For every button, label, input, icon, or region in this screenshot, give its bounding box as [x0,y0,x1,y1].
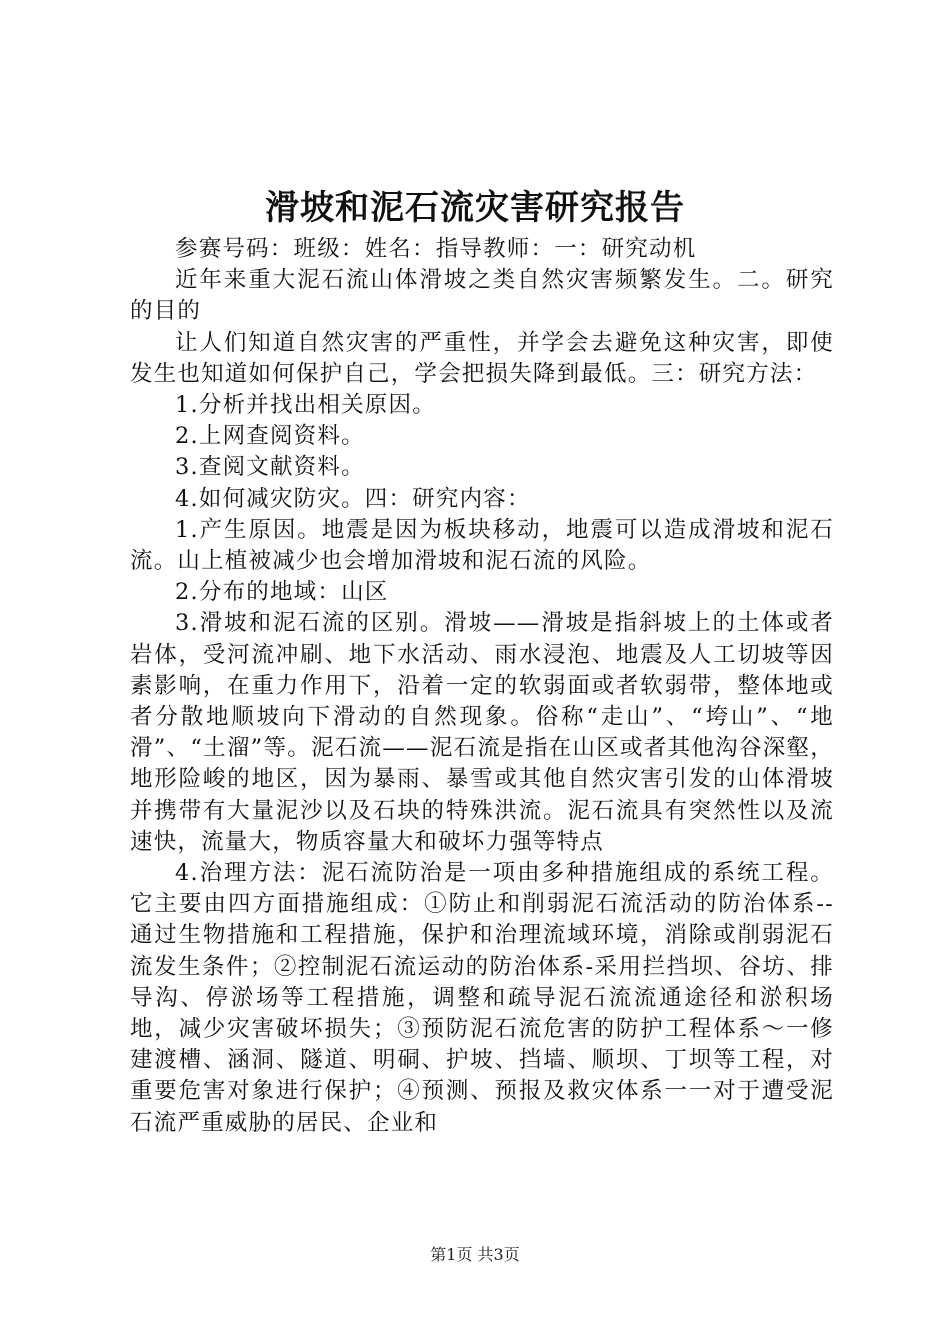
paragraph-method-1: 1.分析并找出相关原因。 [175,392,436,419]
paragraph-content-distribution: 2.分布的地域：山区 [175,579,389,606]
document-title: 滑坡和泥石流灾害研究报告 [265,188,685,228]
paragraph-content-difference: 3.滑坡和泥石流的区别。滑坡——滑坡是指斜坡上的土体或者岩体，受河流冲刷、地下水活动、雨水浸泡、地震及人工切坡等因素影响，在重力作用下，沿着一定的软弱面或者软弱带，整体地或者分散地顺坡向下滑动的自然现象。俗称“走山”、“垮山”、“地滑”、“土溜”等。泥石流——泥石流是指在山区或者其他沟谷深壑，地形险峻的地区，因为暴雨、暴雪或其他自然灾害引发的山体滑坡并携带有大量泥沙以及石块的特殊洪流。泥石流具有突然性以及流速快，流量大，物质容量大和破坏力强等特点 [130,610,834,855]
paragraph-content-causes: 1.产生原因。地震是因为板块移动，地震可以造成滑坡和泥石流。山上植被减少也会增加滑坡和泥石流的风险。 [130,516,834,575]
paragraph-method-2: 2.上网查阅资料。 [175,423,365,450]
paragraph-purpose: 让人们知道自然灾害的严重性，并学会去避免这种灾害，即使发生也知道如何保护自己，学会把损失降到最低。三：研究方法： [130,329,834,387]
paragraph-motivation: 近年来重大泥石流山体滑坡之类自然灾害频繁发生。二。研究的目的 [130,267,834,325]
paragraph-method-3: 3.查阅文献资料。 [175,454,365,481]
paragraph-participant-info: 参赛号码：班级：姓名：指导教师：一：研究动机 [175,236,697,262]
paragraph-method-4: 4.如何减灾防灾。四：研究内容： [175,485,531,512]
paragraph-content-treatment: 4.治理方法：泥石流防治是一项由多种措施组成的系统工程。它主要由四方面措施组成：①防止和削弱泥石流活动的防治体系--通过生物措施和工程措施，保护和治理流域环境，消除或削弱泥石流发生条件；②控制泥石流运动的防治体系-采用拦挡坝、谷坊、排导沟、停淤场等工程措施，调整和疏导泥石流流通途径和淤积场地，减少灾害破坏损失；③预防泥石流危害的防护工程体系～一修建渡槽、涵洞、隧道、明硐、护坡、挡墙、顺坝、丁坝等工程，对重要危害对象进行保护；④预测、预报及救灾体系一一对于遭受泥石流严重威胁的居民、企业和 [130,860,834,1136]
page-number-footer: 第1页 共3页 [430,1245,520,1264]
document-body [130,234,834,1139]
